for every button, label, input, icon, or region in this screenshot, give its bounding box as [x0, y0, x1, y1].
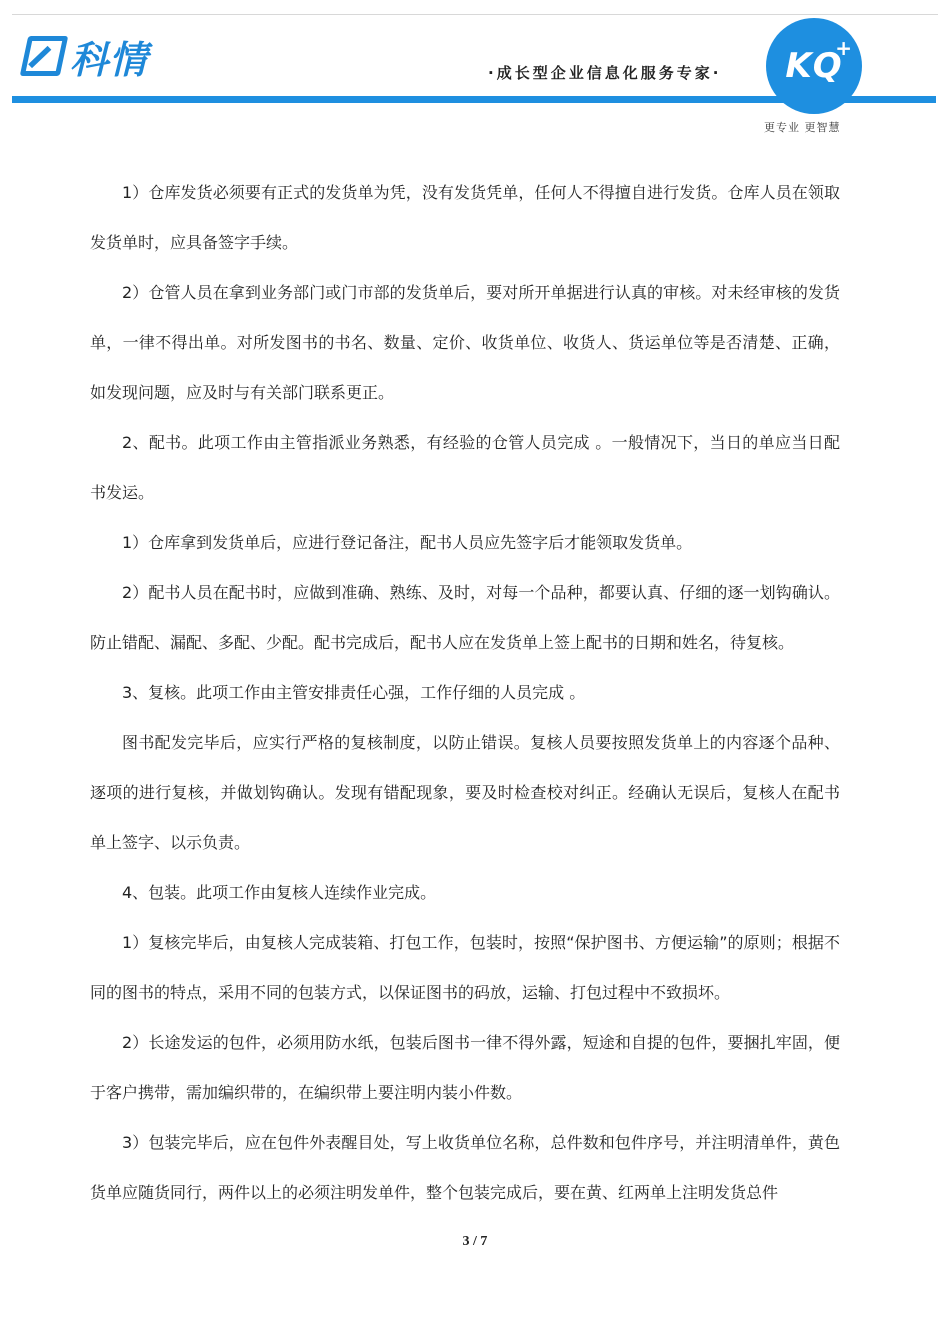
badge-plus: +: [835, 36, 852, 60]
paragraph: 2）配书人员在配书时，应做到准确、熟练、及时，对每一个品种，都要认真、仔细的逐一划钩确认。防止错配、漏配、多配、少配。配书完成后，配书人应在发货单上签上配书的日期和姓名，待复核。: [90, 583, 840, 652]
paragraph: 1）复核完毕后，由复核人完成装箱、打包工作，包装时，按照“保护图书、方便运输”的原则；根据不同的图书的特点，采用不同的包装方式，以保证图书的码放，运输、打包过程中不致损坏。: [90, 933, 840, 1002]
document-body: [90, 168, 840, 1218]
paragraph: 3）包装完毕后，应在包件外表醒目处，写上收货单位名称，总件数和包件序号，并注明清单件，黄色货单应随货同行，两件以上的必须注明发单件，整个包装完成后，要在黄、红两单上注明发货总件: [90, 1133, 840, 1202]
logo-mark-icon: [20, 36, 69, 76]
company-logo: [24, 32, 148, 80]
badge-tagline: 更专业 更智慧: [764, 121, 841, 134]
paragraph: 1）仓库拿到发货单后，应进行登记备注，配书人员应先签字后才能领取发货单。: [122, 533, 693, 552]
header-slogan: ·成长型企业信息化服务专家·: [488, 64, 722, 82]
paragraph: 4、包装。此项工作由复核人连续作业完成。: [122, 883, 437, 902]
page-indicator: 3 / 7: [462, 1234, 488, 1249]
kq-badge: [766, 18, 862, 114]
paragraph: 2）长途发运的包件，必须用防水纸，包装后图书一律不得外露，短途和自提的包件，要捆扎牢固，便于客户携带，需加编织带的，在编织带上要注明内装小件数。: [90, 1033, 840, 1102]
top-rule: [12, 14, 938, 15]
paragraph: 图书配发完毕后，应实行严格的复核制度，以防止错误。复核人员要按照发货单上的内容逐个品种、逐项的进行复核，并做划钩确认。发现有错配现象，要及时检查校对纠正。经确认无误后，复核人在配书单上签字、以示负责。: [90, 733, 840, 852]
paragraph: 2、配书。此项工作由主管指派业务熟悉，有经验的仓管人员完成 。一般情况下，当日的单应当日配书发运。: [90, 433, 840, 502]
paragraph: 2）仓管人员在拿到业务部门或门市部的发货单后，要对所开单据进行认真的审核。对未经审核的发货单，一律不得出单。对所发图书的书名、数量、定价、收货单位、收货人、货运单位等是否清楚、正确，如发现问题，应及时与有关部门联系更正。: [90, 283, 840, 402]
paragraph: 1）仓库发货必须要有正式的发货单为凭，没有发货凭单，任何人不得擅自进行发货。仓库人员在领取发货单时，应具备签字手续。: [90, 183, 840, 252]
paragraph: 3、复核。此项工作由主管安排责任心强，工作仔细的人员完成 。: [122, 683, 586, 702]
logo-text: 科情: [70, 37, 149, 82]
badge-text: KQ: [785, 46, 843, 86]
